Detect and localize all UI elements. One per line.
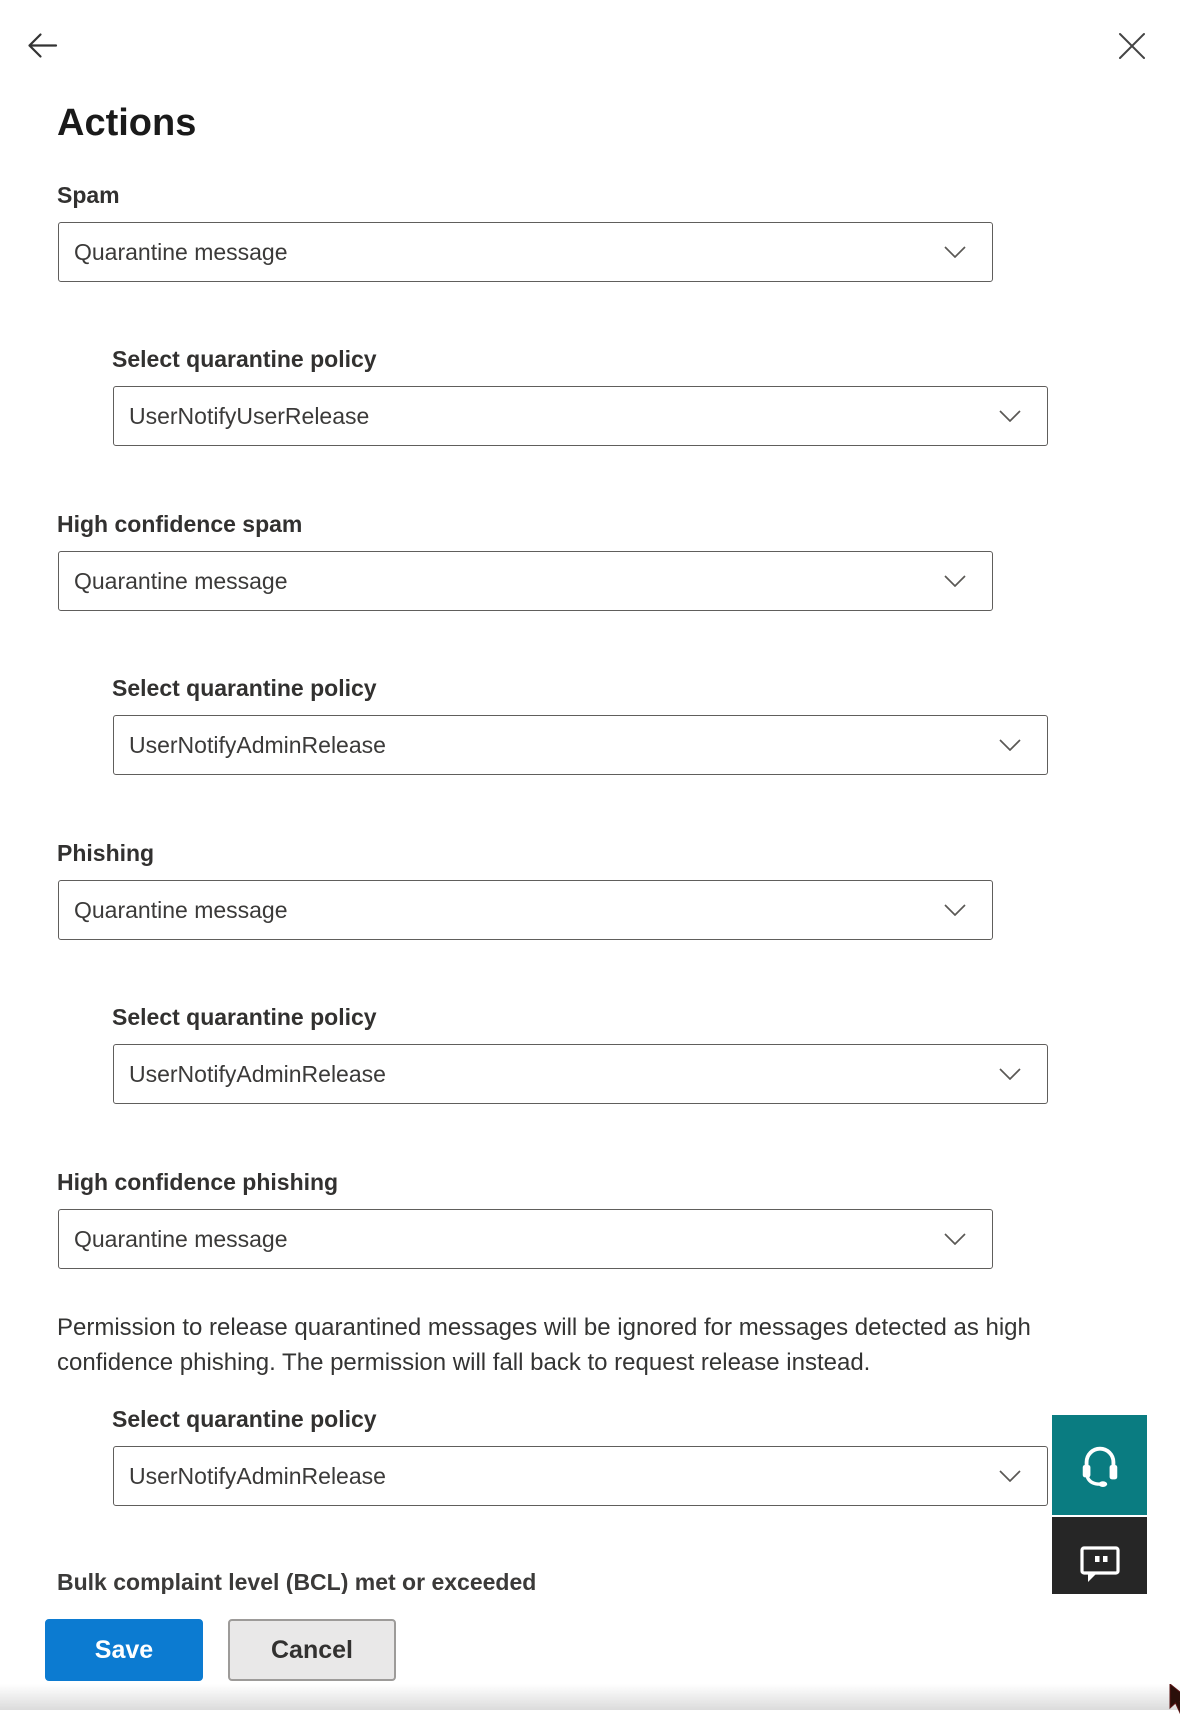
spam-action-value: Quarantine message	[74, 238, 288, 265]
hcp-quarantine-policy-dropdown[interactable]	[113, 1446, 1048, 1506]
spam-quarantine-policy-value: UserNotifyUserRelease	[129, 402, 370, 429]
hcp-quarantine-policy-value: UserNotifyAdminRelease	[129, 1462, 386, 1489]
close-icon	[1118, 48, 1146, 63]
headset-icon	[1077, 1440, 1123, 1491]
chat-icon	[1078, 1545, 1122, 1586]
label-high-confidence-phishing: High confidence phishing	[57, 1169, 339, 1195]
page-title: Actions	[57, 102, 197, 144]
arrow-left-icon	[26, 50, 59, 65]
phishing-quarantine-policy-dropdown[interactable]	[113, 1044, 1048, 1104]
phishing-quarantine-policy-value: UserNotifyAdminRelease	[129, 1060, 386, 1087]
chevron-down-icon	[944, 246, 966, 258]
phishing-action-dropdown[interactable]	[58, 880, 993, 940]
label-spam-quarantine-policy: Select quarantine policy	[112, 346, 377, 372]
label-phishing-quarantine-policy: Select quarantine policy	[112, 1004, 377, 1030]
chevron-down-icon	[999, 410, 1021, 422]
label-bulk-complaint-level: Bulk complaint level (BCL) met or exceeded	[57, 1569, 537, 1594]
hcs-quarantine-policy-dropdown[interactable]	[113, 715, 1048, 775]
chevron-down-icon	[999, 739, 1021, 751]
label-high-confidence-spam: High confidence spam	[57, 511, 303, 537]
footer-bar	[0, 1594, 1180, 1710]
label-phishing: Phishing	[57, 840, 155, 866]
phishing-action-value: Quarantine message	[74, 896, 288, 923]
chevron-down-icon	[944, 1233, 966, 1245]
label-hcp-quarantine-policy: Select quarantine policy	[112, 1406, 377, 1432]
high-confidence-phishing-action-value: Quarantine message	[74, 1225, 288, 1252]
high-confidence-phishing-note: Permission to release quarantined messages will be ignored for messages detected as high confidence phishing. The permission will fall back to request release instead.	[57, 1314, 1031, 1376]
save-button[interactable]: Save	[45, 1619, 203, 1681]
back-button[interactable]	[25, 29, 59, 63]
high-confidence-spam-action-dropdown[interactable]	[58, 551, 993, 611]
chevron-down-icon	[999, 1470, 1021, 1482]
high-confidence-spam-action-value: Quarantine message	[74, 567, 288, 594]
close-button[interactable]	[1116, 31, 1148, 63]
chevron-down-icon	[944, 904, 966, 916]
high-confidence-phishing-action-dropdown[interactable]	[58, 1209, 993, 1269]
label-spam: Spam	[57, 182, 120, 208]
hcs-quarantine-policy-value: UserNotifyAdminRelease	[129, 731, 386, 758]
spam-action-dropdown[interactable]	[58, 222, 993, 282]
spam-quarantine-policy-dropdown[interactable]	[113, 386, 1048, 446]
label-hcs-quarantine-policy: Select quarantine policy	[112, 675, 377, 701]
support-button[interactable]	[1052, 1415, 1147, 1515]
chevron-down-icon	[944, 575, 966, 587]
cancel-button[interactable]: Cancel	[228, 1619, 396, 1681]
chevron-down-icon	[999, 1068, 1021, 1080]
